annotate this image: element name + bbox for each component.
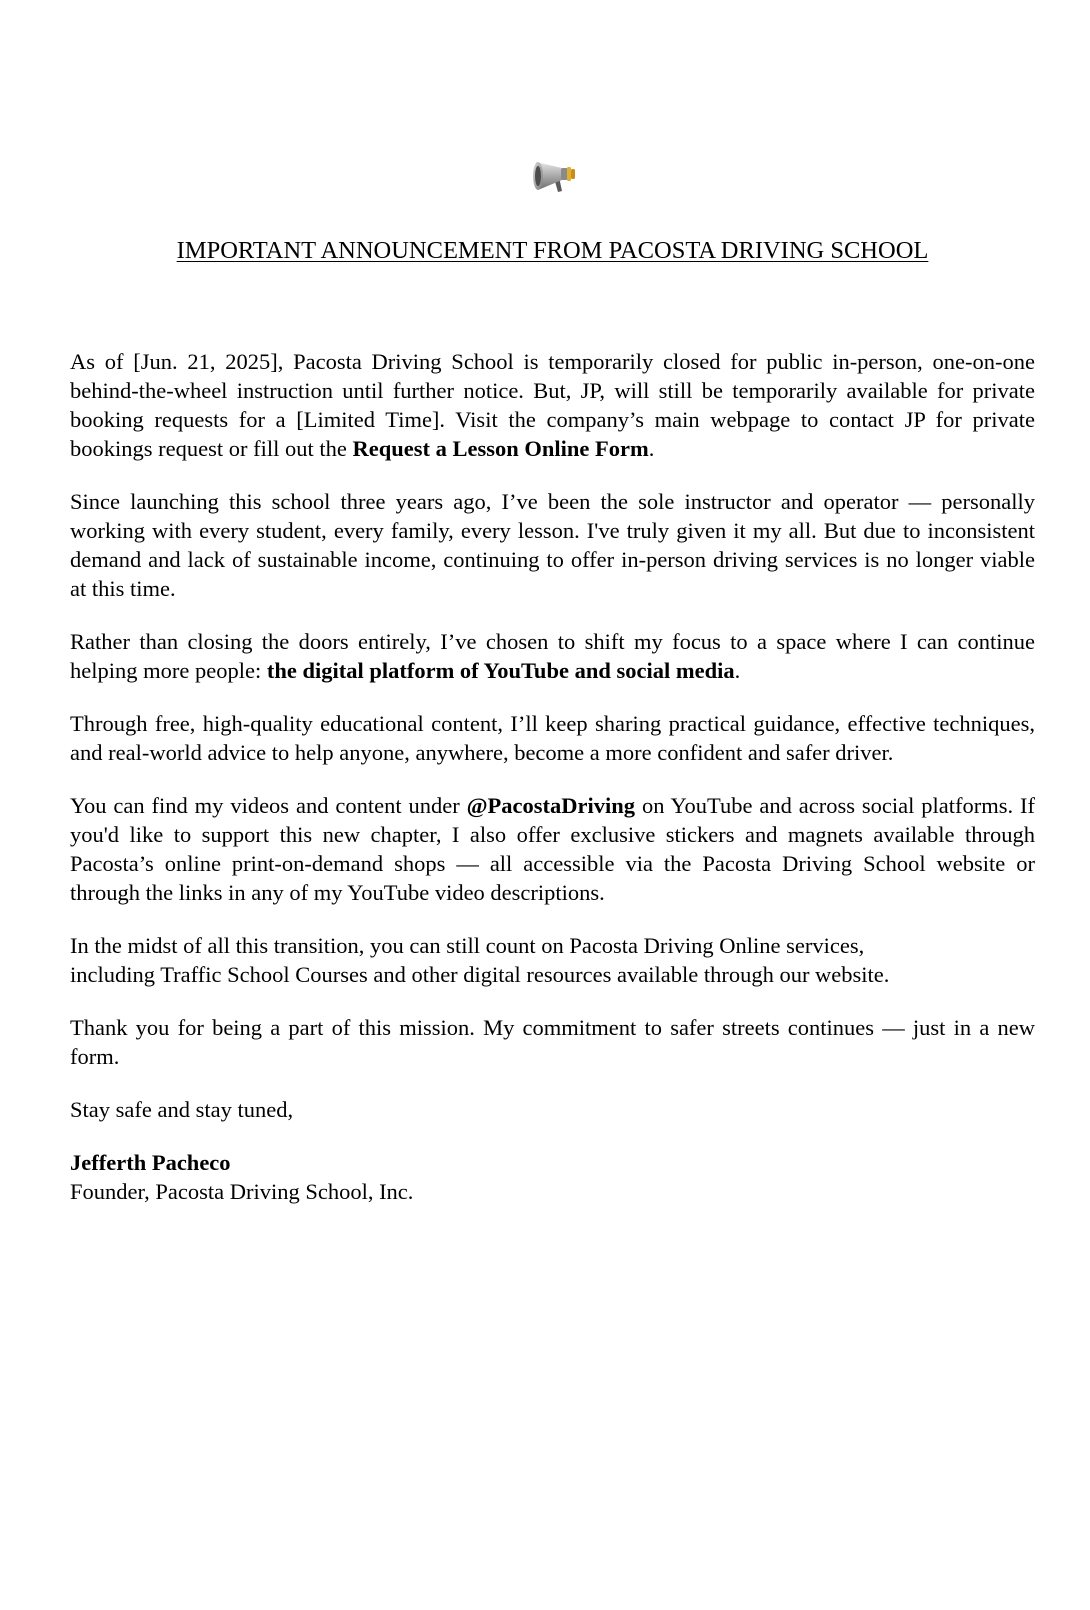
request-lesson-form-text: Request a Lesson Online Form [352, 436, 649, 461]
closing-line: Stay safe and stay tuned, [70, 1097, 294, 1122]
paragraph-text: . [734, 658, 741, 683]
paragraph-text: . [648, 436, 655, 461]
paragraph-closure-notice [70, 347, 1035, 463]
signature-title: Founder, Pacosta Driving School, Inc. [70, 1179, 414, 1204]
paragraph-background: Since launching this school three years ago, I’ve been the sole instructor and operator — personally working with every student, every family, every lesson. I've truly given it my all. But due to inconsistent demand and lack of sustainable income, continuing to offer in-person driving services is no longer viable at this time. [70, 489, 1035, 601]
signature-name: Jefferth Pacheco [70, 1150, 231, 1175]
social-handle: @PacostaDriving [466, 793, 636, 818]
digital-platform-text: the digital platform of YouTube and social media [266, 658, 735, 683]
paragraph-text: Rather than closing the doors entirely, I’ve chosen to shift my focus to a space where I can continue helping more people: [70, 629, 1035, 683]
page-title: IMPORTANT ANNOUNCEMENT FROM PACOSTA DRIVING SCHOOL [176, 237, 929, 264]
paragraph-find-content [70, 791, 1035, 907]
paragraph-thank-you: Thank you for being a part of this mission. My commitment to safer streets continues — just in a new form. [70, 1015, 1035, 1069]
paragraph-content-plans: Through free, high-quality educational content, I’ll keep sharing practical guidance, effective techniques, and real-world advice to help anyone, anywhere, become a more confident and safer driver. [70, 711, 1035, 765]
announcement-body [70, 347, 1035, 1230]
megaphone-icon [532, 148, 580, 198]
paragraph-line: In the midst of all this transition, you can still count on Pacosta Driving Online services, [70, 933, 865, 958]
paragraph-online-services [70, 931, 1035, 989]
paragraph-text: You can find my videos and content under [70, 793, 467, 818]
signature-block [70, 1148, 1035, 1206]
paragraph-text: on YouTube and across social platforms. If you'd like to support this new chapter, I also offer exclusive stickers and magnets available through Pacosta’s online print-on-demand shops — all accessible via the Pacosta Driving School website or through the links in any of my YouTube video descriptions. [70, 793, 1036, 905]
paragraph-text: As of [Jun. 21, 2025], Pacosta Driving School is temporarily closed for public in-person, one-on-one behind-the-wheel instruction until further notice. But, JP, will still be temporarily available for private booking requests for a [Limited Time]. Visit the company’s main webpage to contact JP for private bookings request or fill out the [70, 349, 1035, 461]
paragraph-line: including Traffic School Courses and other digital resources available through our website. [70, 962, 890, 987]
paragraph-focus-shift [70, 627, 1035, 685]
